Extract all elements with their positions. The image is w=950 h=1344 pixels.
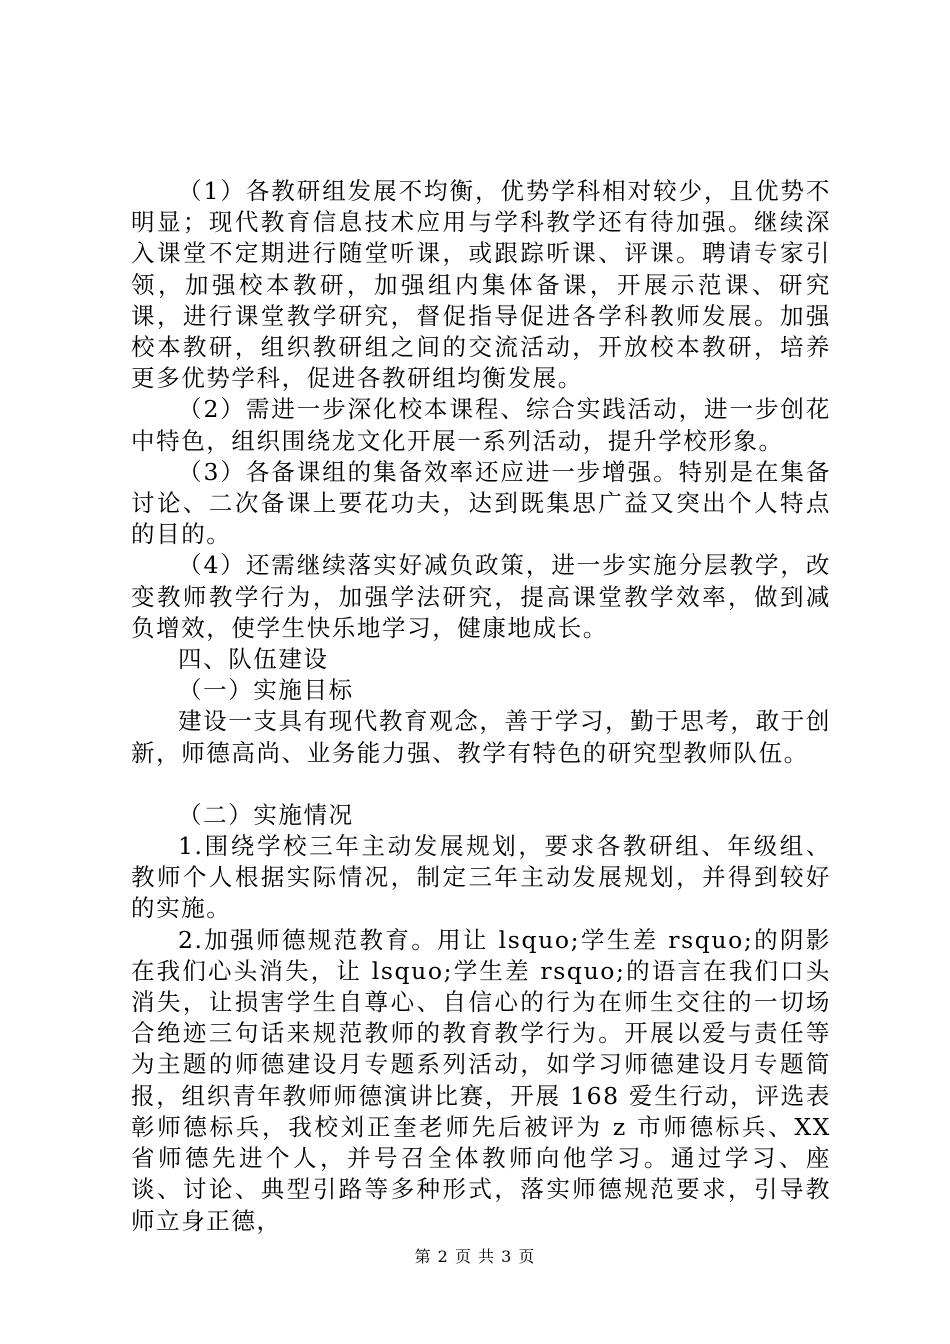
- paragraph-issue-1: （1）各教研组发展不均衡，优势学科相对较少，且优势不明显；现代教育信息技术应用与学科教学还有待加强。继续深入课堂不定期进行随堂听课，或跟踪听课、评课。聘请专家引领，加强校本教研，加强组内集体备课，开展示范课、研究课，进行课堂教学研究，督促指导促进各学科教师发展。加强校本教研，组织教研组之间的交流活动，开放校本教研，培养更多优势学科，促进各教研组均衡发展。: [131, 177, 831, 393]
- paragraph-goal: 建设一支具有现代教育观念，善于学习，勤于思考，敢于创新，师德高尚、业务能力强、教学有特色的研究型教师队伍。: [131, 707, 831, 767]
- section-heading-team-building: 四、队伍建设: [178, 645, 329, 674]
- paragraph-issue-3: （3）各备课组的集备效率还应进一步增强。特别是在集备讨论、二次备课上要花功夫，达到既集思广益又突出个人特点的目的。: [131, 457, 831, 549]
- paragraph-issue-2: （2）需进一步深化校本课程、综合实践活动，进一步创花中特色，组织围绕龙文化开展一系列活动，提升学校形象。: [131, 395, 831, 455]
- paragraph-issue-4: （4）还需继续落实好减负政策，进一步实施分层教学，改变教师教学行为，加强学法研究，提高课堂教学效率，做到减负增效，使学生快乐地学习，健康地成长。: [131, 551, 831, 642]
- paragraph-implementation-1: 1.围绕学校三年主动发展规划，要求各教研组、年级组、教师个人根据实际情况，制定三年主动发展规划，并得到较好的实施。: [131, 832, 831, 923]
- page-number-footer: 第 2 页 共 3 页: [414, 1247, 536, 1266]
- subsection-heading-goals: （一）实施目标: [178, 676, 354, 705]
- document-body: [131, 176, 831, 1237]
- paragraph-implementation-2: 2.加强师德规范教育。用让 lsquo;学生差 rsquo;的阴影在我们心头消失，让 lsquo;学生差 rsquo;的语言在我们口头消失，让损害学生自尊心、自信心的行为在师生交往的一切场合绝迹三句话来规范教师的教育教学行为。开展以爱与责任等为主题的师德建设月专题系列活动，如学习师德建设月专题简报，组织青年教师师德演讲比赛，开展 168 爱生行动，评选表彰师德标兵，我校刘正奎老师先后被评为 z 市师德标兵、XX 省师德先进个人，并号召全体教师向他学习。通过学习、座谈、讨论、典型引路等多种形式，落实师德规范要求，引导教师立身正德，: [131, 925, 831, 1235]
- subsection-heading-implementation: （二）实施情况: [178, 800, 354, 829]
